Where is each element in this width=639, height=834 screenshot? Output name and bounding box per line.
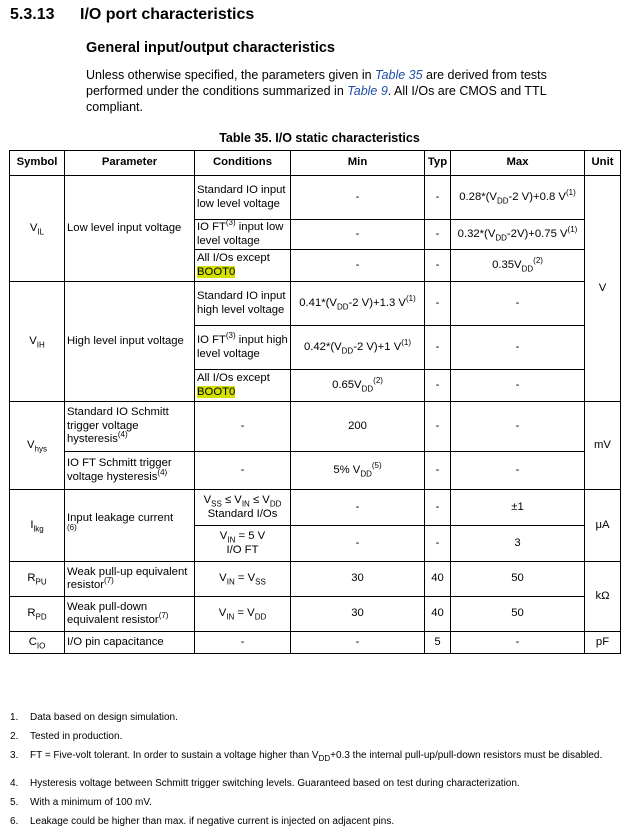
subsection-heading: General input/output characteristics — [86, 40, 335, 56]
min-cell: $0.65V_{DD}^{(2)}$ — [291, 370, 425, 402]
cond-cell: IO FT$^{(3)}$ input low level voltage — [195, 220, 291, 250]
cond-cell: $V_{IN} = V_{SS}$ — [195, 562, 291, 597]
cond-cell: - — [195, 452, 291, 490]
table-35-link[interactable]: Table 35 — [375, 68, 423, 82]
typ-cell: 40 — [425, 597, 451, 632]
cond-cell: - — [195, 632, 291, 654]
table-row — [10, 452, 621, 490]
unit-pf: pF — [585, 632, 621, 654]
max-cell: ±1 — [451, 490, 585, 526]
cond-cell: - — [195, 402, 291, 452]
typ-cell: 5 — [425, 632, 451, 654]
symbol-rpd: $R_{PD}$ — [10, 597, 65, 632]
cond-cell: IO FT$^{(3)}$ input high level voltage — [195, 326, 291, 370]
section-heading — [10, 6, 254, 24]
header-max: Max — [451, 151, 585, 176]
header-unit: Unit — [585, 151, 621, 176]
header-parameter: Parameter — [65, 151, 195, 176]
min-cell: $0.41*(V_{DD}-2$ V)+1.3 $V^{(1)}$ — [291, 282, 425, 326]
table-row — [10, 562, 621, 597]
min-cell: - — [291, 220, 425, 250]
cond-cell: All I/Os except BOOT0 — [195, 250, 291, 282]
max-cell: - — [451, 452, 585, 490]
min-cell: 30 — [291, 562, 425, 597]
param-rpu: Weak pull-up equivalent resistor$^{(7)}$ — [65, 562, 195, 597]
table-9-link[interactable]: Table 9 — [347, 84, 388, 98]
header-typ: Typ — [425, 151, 451, 176]
min-cell: 5% $V_{DD}^{(5)}$ — [291, 452, 425, 490]
intro-paragraph — [86, 67, 606, 115]
symbol-vih: $V_{IH}$ — [10, 282, 65, 402]
typ-cell: - — [425, 370, 451, 402]
max-cell: $0.32*(V_{DD}-2V)+0.75$ $V^{(1)}$ — [451, 220, 585, 250]
param-vhys-standard: Standard IO Schmitt trigger voltage hysteresis$^{(4)}$ — [65, 402, 195, 452]
min-cell: - — [291, 490, 425, 526]
min-cell: 30 — [291, 597, 425, 632]
param-vhys-ft: IO FT Schmitt trigger voltage hysteresis$^{(4)}$ — [65, 452, 195, 490]
symbol-cio: $C_{IO}$ — [10, 632, 65, 654]
intro-text: are derived from tests performed under the conditions summarized in — [86, 68, 547, 98]
typ-cell: - — [425, 452, 451, 490]
max-cell: $0.28*(V_{DD}-2$ V)+0.8 $V^{(1)}$ — [451, 176, 585, 220]
param-rpd: Weak pull-down equivalent resistor$^{(7)}$ — [65, 597, 195, 632]
unit-v: V — [585, 176, 621, 402]
io-static-characteristics-table — [9, 150, 621, 654]
symbol-rpu: $R_{PU}$ — [10, 562, 65, 597]
typ-cell: - — [425, 250, 451, 282]
symbol-vil: $V_{IL}$ — [10, 176, 65, 282]
unit-ua: μA — [585, 490, 621, 562]
unit-kohm: kΩ — [585, 562, 621, 632]
cond-cell: Standard IO input high level voltage — [195, 282, 291, 326]
typ-cell: 40 — [425, 562, 451, 597]
symbol-vhys: $V_{hys}$ — [10, 402, 65, 490]
symbol-ilkg: $I_{lkg}$ — [10, 490, 65, 562]
intro-text: Unless otherwise specified, the parameters given in — [86, 68, 376, 82]
section-number: 5.3.13 — [10, 6, 55, 23]
table-row — [10, 176, 621, 220]
table-row — [10, 632, 621, 654]
typ-cell: - — [425, 326, 451, 370]
min-cell: - — [291, 632, 425, 654]
header-conditions: Conditions — [195, 151, 291, 176]
unit-mv: mV — [585, 402, 621, 490]
cond-cell: $V_{SS} \le V_{IN} \le V_{DD}$ Standard I/Os — [195, 490, 291, 526]
table-row — [10, 597, 621, 632]
table-row — [10, 282, 621, 326]
typ-cell: - — [425, 490, 451, 526]
table-row — [10, 490, 621, 526]
max-cell: 50 — [451, 562, 585, 597]
cond-cell: $V_{IN} = V_{DD}$ — [195, 597, 291, 632]
cond-cell: All I/Os except BOOT0 — [195, 370, 291, 402]
typ-cell: - — [425, 526, 451, 562]
header-symbol: Symbol — [10, 151, 65, 176]
min-cell: - — [291, 176, 425, 220]
typ-cell: - — [425, 402, 451, 452]
param-ilkg: Input leakage current $^{(6)}$ — [65, 490, 195, 562]
param-vih: High level input voltage — [65, 282, 195, 402]
typ-cell: - — [425, 282, 451, 326]
typ-cell: - — [425, 176, 451, 220]
max-cell: 50 — [451, 597, 585, 632]
max-cell: - — [451, 632, 585, 654]
section-title: I/O port characteristics — [80, 6, 255, 23]
min-cell: $0.42*(V_{DD}-2$ V)+1 $V^{(1)}$ — [291, 326, 425, 370]
max-cell: 3 — [451, 526, 585, 562]
header-min: Min — [291, 151, 425, 176]
max-cell: - — [451, 282, 585, 326]
param-cio: I/O pin capacitance — [65, 632, 195, 654]
cond-cell: Standard IO input low level voltage — [195, 176, 291, 220]
table-header-row — [10, 151, 621, 176]
cond-cell: $V_{IN} = 5$ V I/O FT — [195, 526, 291, 562]
max-cell: $0.35V_{DD}^{(2)}$ — [451, 250, 585, 282]
typ-cell: - — [425, 220, 451, 250]
intro-text: . All I/Os are CMOS and TTL compliant. — [86, 84, 547, 114]
table-title: Table 35. I/O static characteristics — [219, 131, 420, 145]
max-cell: - — [451, 326, 585, 370]
max-cell: - — [451, 402, 585, 452]
min-cell: 200 — [291, 402, 425, 452]
param-vil: Low level input voltage — [65, 176, 195, 282]
min-cell: - — [291, 250, 425, 282]
min-cell: - — [291, 526, 425, 562]
table-row — [10, 402, 621, 452]
max-cell: - — [451, 370, 585, 402]
